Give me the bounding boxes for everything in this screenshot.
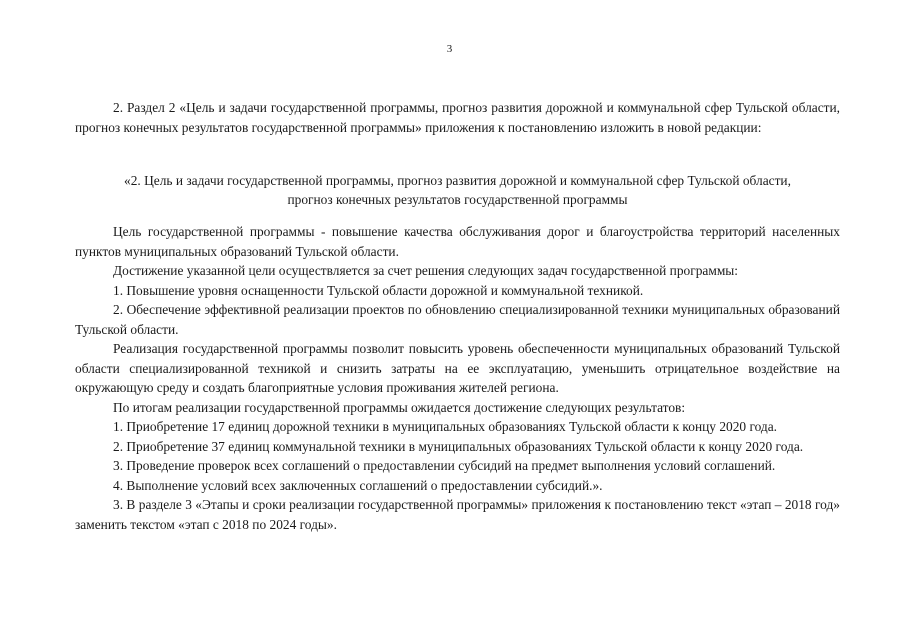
paragraph-results-intro: По итогам реализации государственной программы ожидается достижение следующих результатов: (113, 399, 686, 415)
section-heading (75, 171, 840, 209)
paragraph-result-3: 3. Проведение проверок всех соглашений о предоставлении субсидий на предмет выполнения условий соглашений. (113, 458, 776, 473)
intro-paragraph: 2. Раздел 2 «Цель и задачи государственной программы, прогноз развития дорожной и коммунальной сфер Тульской области, прогноз конечных результатов государственной программы» приложения к постановлению изложить в новой редакции: (75, 100, 840, 135)
paragraph-section-3-amendment: 3. В разделе 3 «Этапы и сроки реализации государственной программы» приложения к постановлению текст «этап – 2018 год» заменить текстом «этап с 2018 по 2024 годы». (75, 497, 840, 532)
paragraph-task-1: 1. Повышение уровня оснащенности Тульской области дорожной и коммунальной техникой. (113, 282, 644, 298)
page-number: 3 (446, 43, 453, 55)
paragraph-result-2: 2. Приобретение 37 единиц коммунальной техники в муниципальных образованиях Тульской области к концу 2020 года. (113, 438, 804, 454)
section-heading-line-1: «2. Цель и задачи государственной программы, прогноз развития дорожной и коммунальной сфер Тульской области, (124, 173, 791, 188)
paragraph-goal: Цель государственной программы - повышение качества обслуживания дорог и благоустройства территорий населенных пунктов муниципальных образований Тульской области. (75, 224, 840, 259)
paragraph-implementation: Реализация государственной программы позволит повысить уровень обеспеченности муниципальных образований Тульской области специализированной техникой и снизить затраты на ее эксплуатацию, уменьшить отрицательное воздействие на окружающую среду и создать благоприятные условия проживания жителей региона. (75, 341, 840, 395)
paragraph-result-4: 4. Выполнение условий всех заключенных соглашений о предоставлении субсидий.». (113, 477, 603, 493)
section-heading-line-2: прогноз конечных результатов государственной программы (287, 192, 628, 207)
intro-section (75, 98, 840, 137)
paragraph-tasks-intro: Достижение указанной цели осуществляется за счет решения следующих задач государственной программы: (113, 263, 739, 278)
body-section (75, 222, 840, 534)
paragraph-task-2: 2. Обеспечение эффективной реализации проектов по обновлению специализированной техники муниципальных образований Тульской области. (75, 302, 840, 337)
paragraph-result-1: 1. Приобретение 17 единиц дорожной техники в муниципальных образованиях Тульской области к концу 2020 года. (113, 419, 778, 434)
